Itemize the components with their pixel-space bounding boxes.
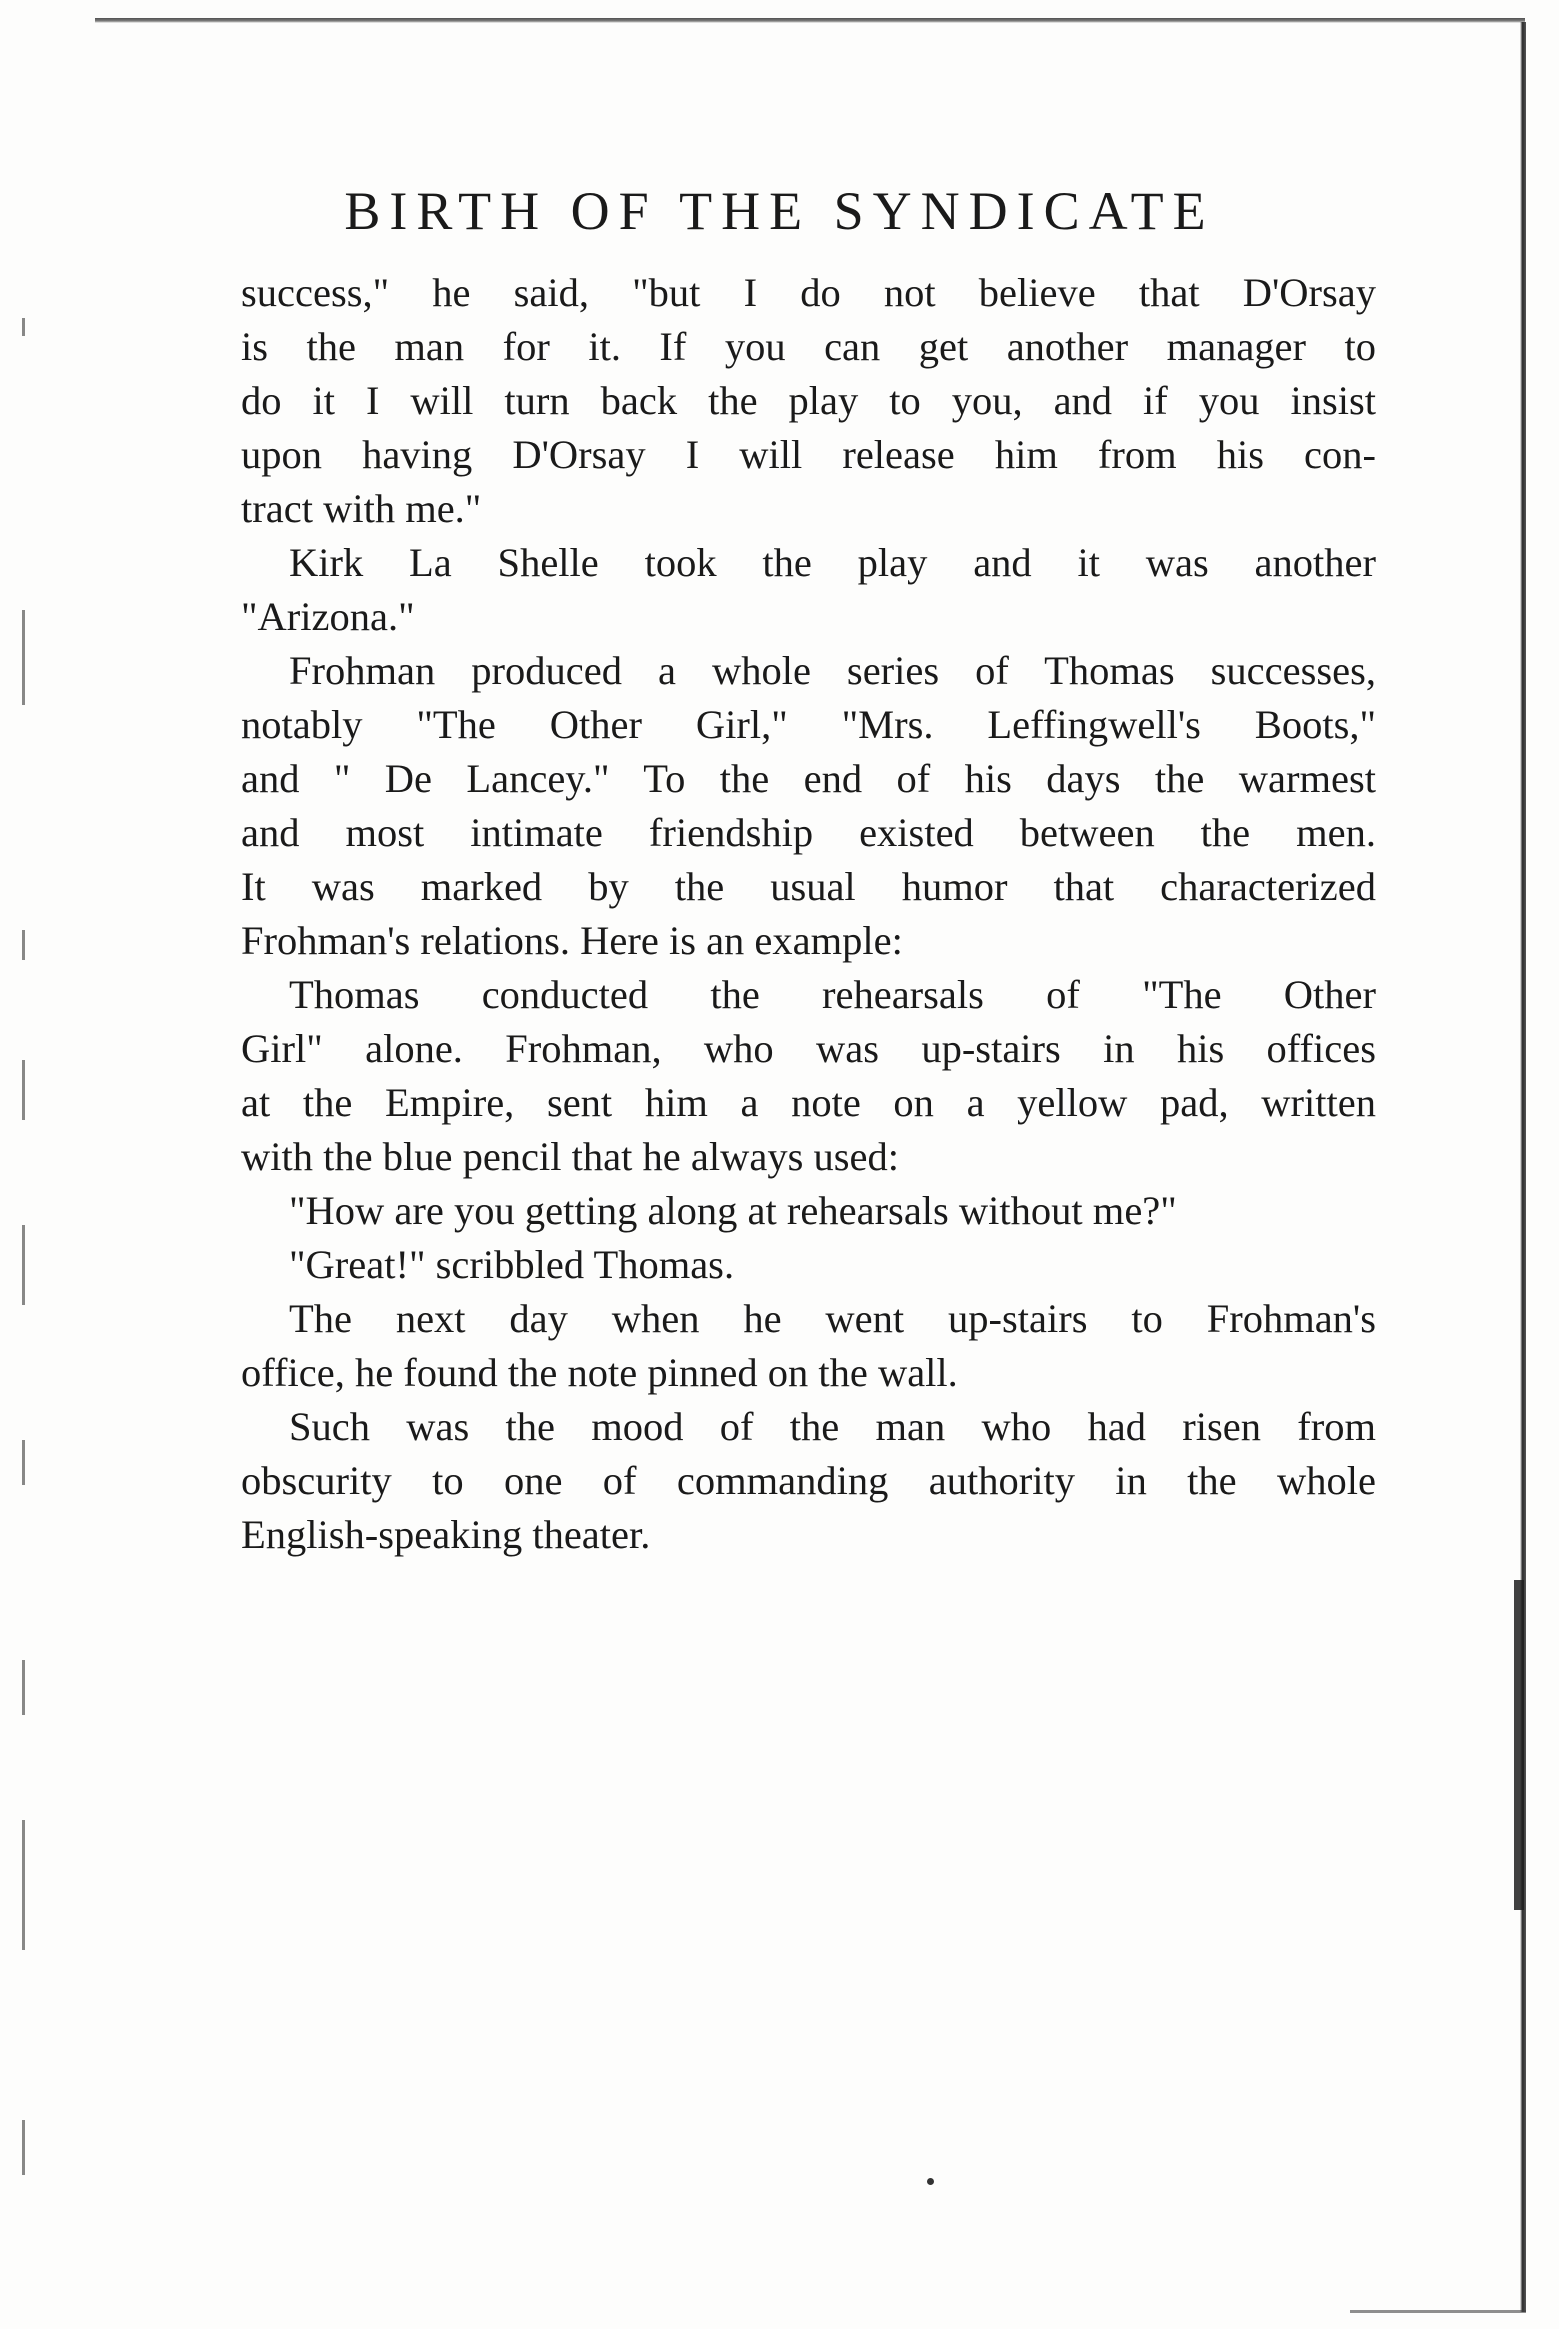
text-line: do it I will turn back the play to you, and if you insist [241,378,1376,423]
text-line: upon having D'Orsay I will release him from his con- [241,432,1376,477]
text-line: success," he said, "but I do not believe that D'Orsay [241,270,1376,315]
page-right-edge-shadow [1514,1580,1524,1910]
text-line: and most intimate friendship existed between the men. [241,810,1376,855]
text-line: is the man for it. If you can get another manager to [241,324,1376,369]
text-line: "Arizona." [241,594,415,639]
page-top-edge [95,18,1525,23]
page-bottom-edge [1350,2310,1526,2313]
text-line: tract with me." [241,486,482,531]
text-line: English-speaking theater. [241,1512,651,1557]
body-text [241,266,1376,1562]
text-line: Kirk La Shelle took the play and it was another [289,540,1376,585]
text-line: Such was the mood of the man who had risen from [289,1404,1376,1449]
text-line: Thomas conducted the rehearsals of "The Other [289,972,1376,1017]
text-line: with the blue pencil that he always used: [241,1134,899,1179]
text-line: at the Empire, sent him a note on a yellow pad, written [241,1080,1376,1125]
running-head: BIRTH OF THE SYNDICATE [344,181,1215,241]
text-line: It was marked by the usual humor that characterized [241,864,1376,909]
text-line: The next day when he went up-stairs to Frohman's [289,1296,1376,1341]
text-line: "Great!" scribbled Thomas. [289,1242,735,1287]
ink-speck [927,2178,934,2185]
text-line: notably "The Other Girl," "Mrs. Leffingwell's Boots," [241,702,1376,747]
text-line: and " De Lancey." To the end of his days the warmest [241,756,1376,801]
page-right-edge [1520,22,1526,2312]
text-line: Frohman's relations. Here is an example: [241,918,903,963]
text-line: "How are you getting along at rehearsals without me?" [289,1188,1177,1233]
text-line: Frohman produced a whole series of Thomas successes, [289,648,1376,693]
text-line: office, he found the note pinned on the wall. [241,1350,958,1395]
text-line: Girl" alone. Frohman, who was up-stairs in his offices [241,1026,1376,1071]
text-line: obscurity to one of commanding authority in the whole [241,1458,1376,1503]
